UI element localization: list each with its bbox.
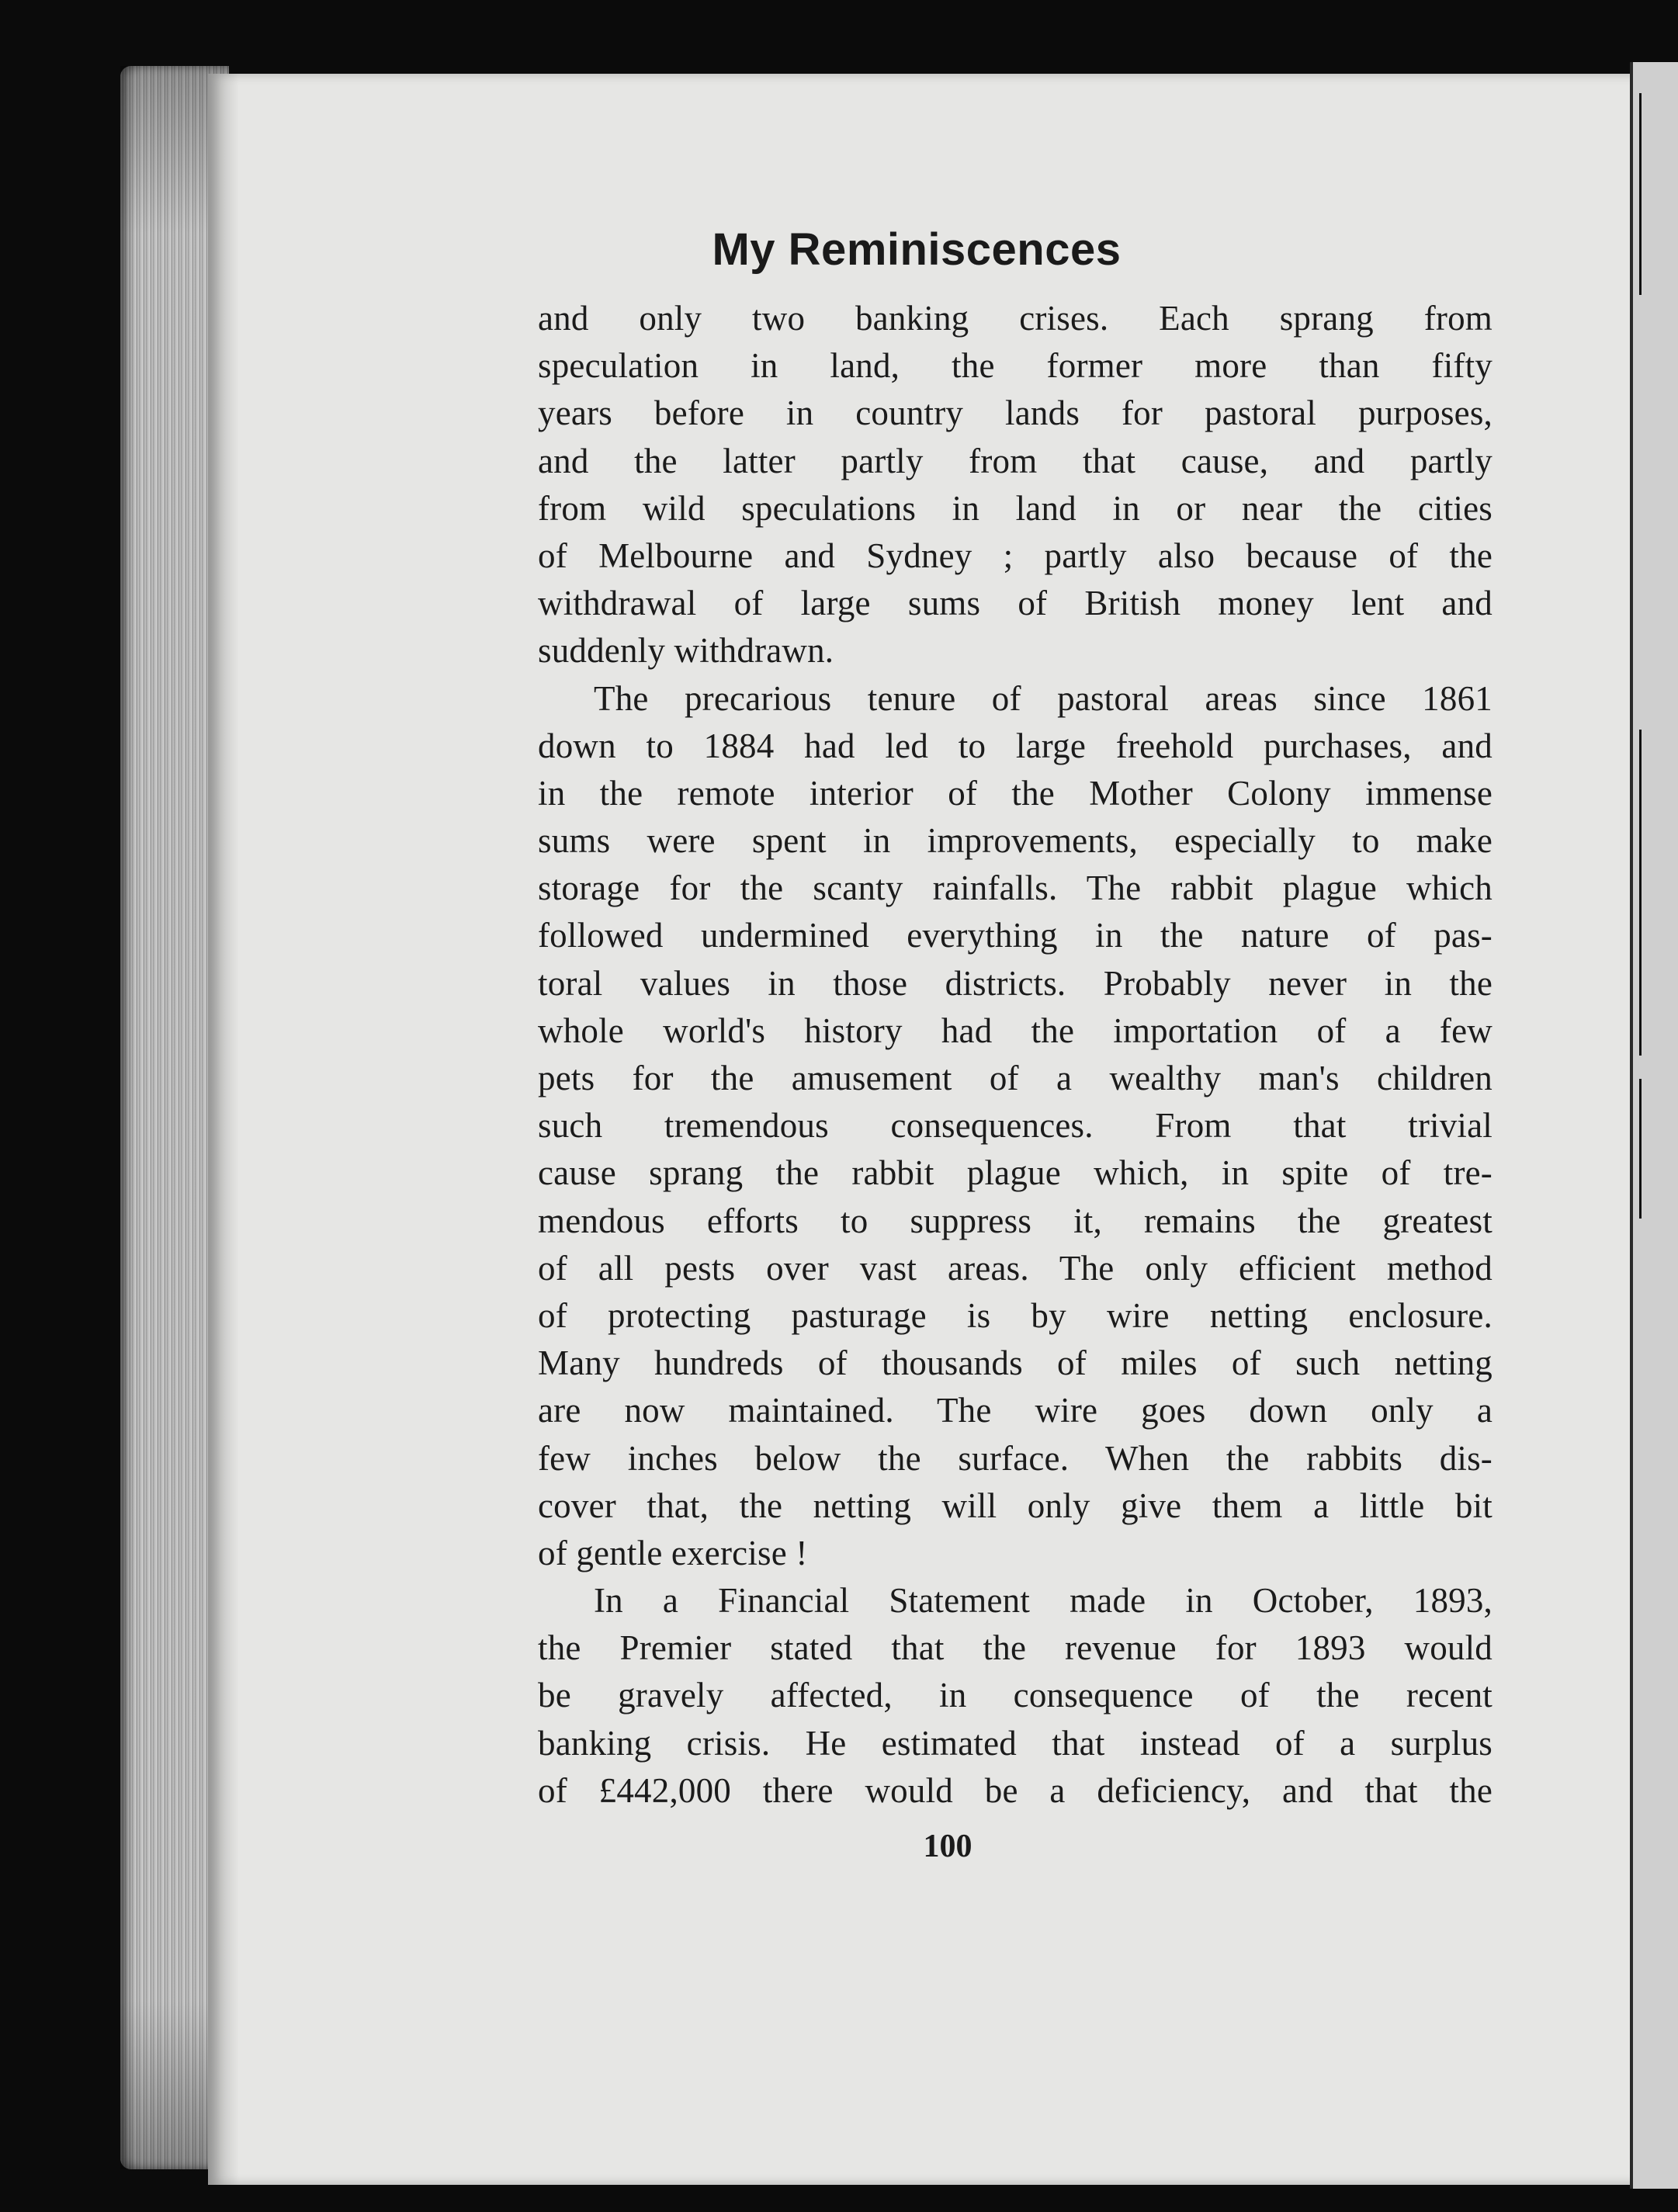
text-line: banking crisis. He estimated that instead of a surplus [538, 1723, 1493, 1763]
text-line: down to 1884 had led to large freehold purchases, and [538, 726, 1493, 765]
text-line: in the remote interior of the Mother Colony immense [538, 773, 1493, 813]
text-line: cause sprang the rabbit plague which, in spite of tre- [538, 1153, 1493, 1193]
text-line: withdrawal of large sums of British money lent and [538, 584, 1493, 623]
running-head: My Reminiscences [712, 224, 1122, 275]
text-line: cover that, the netting will only give them a little bit [538, 1486, 1493, 1525]
paragraph-first-line: The precarious tenure of pastoral areas since 1861 [594, 678, 1493, 718]
text-line: of gentle exercise ! [538, 1533, 808, 1572]
paragraph-first-line: In a Financial Statement made in October, 1893, [594, 1581, 1493, 1621]
text-line: storage for the scanty rainfalls. The rabbit plague which [538, 869, 1493, 908]
text-line: and only two banking crises. Each sprang from [538, 299, 1493, 338]
text-line: of £442,000 there would be a deficiency, and that the [538, 1770, 1493, 1810]
text-line: such tremendous consequences. From that trivial [538, 1106, 1493, 1146]
body-text [538, 295, 1493, 1815]
text-line: whole world's history had the importation of a few [538, 1011, 1493, 1050]
text-line: few inches below the surface. When the rabbits dis- [538, 1438, 1493, 1478]
text-line: sums were spent in improvements, especially to make [538, 821, 1493, 861]
text-line: followed undermined everything in the nature of pas- [538, 916, 1493, 955]
text-line: from wild speculations in land in or near the cities [538, 488, 1493, 528]
edge-shadow-mark [1639, 1079, 1642, 1219]
text-line: years before in country lands for pastoral purposes, [538, 394, 1493, 433]
text-line: of Melbourne and Sydney ; partly also because of the [538, 536, 1493, 575]
text-line: mendous efforts to suppress it, remains the greatest [538, 1201, 1493, 1240]
text-line: speculation in land, the former more than fifty [538, 346, 1493, 386]
text-line: suddenly withdrawn. [538, 631, 834, 671]
text-line: are now maintained. The wire goes down only a [538, 1391, 1493, 1430]
text-line: Many hundreds of thousands of miles of such netting [538, 1343, 1493, 1383]
text-line: and the latter partly from that cause, and partly [538, 441, 1493, 480]
edge-shadow-mark [1639, 730, 1642, 1056]
text-line: toral values in those districts. Probably never in the [538, 963, 1493, 1003]
text-line: be gravely affected, in consequence of the recent [538, 1676, 1493, 1715]
page-number: 100 [923, 1829, 972, 1864]
facing-page-edge [1630, 62, 1678, 2189]
text-line: pets for the amusement of a wealthy man's children [538, 1059, 1493, 1097]
text-line: the Premier stated that the revenue for 1893 would [538, 1628, 1493, 1668]
text-line: of protecting pasturage is by wire netting enclosure. [538, 1295, 1493, 1335]
text-line: of all pests over vast areas. The only efficient method [538, 1248, 1493, 1288]
